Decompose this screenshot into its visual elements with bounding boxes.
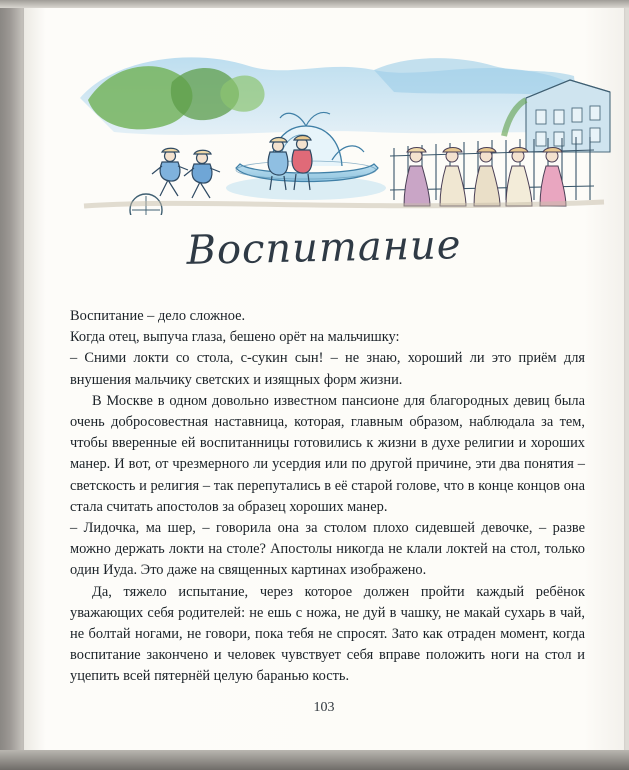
paragraph: Воспитание – дело сложное.: [70, 308, 246, 324]
paper-sheet: [24, 0, 624, 752]
paragraph: Да, тяжело испытание, через которое должен пройти каждый ребёнок уважающих себя родителей: не ешь с ножа, не дуй в чашку, не макай сухарь в чай, не болтай ногами, не говори, пока тебя не спросят. Зато как отраден момент, когда воспитание закончено и человек чувствует себя вправе положить ноги на стол и уцепить всей пятернёй целую баранью кость.: [70, 583, 585, 685]
chapter-title: Воспитание: [186, 222, 462, 274]
page-bottom-edge: [0, 750, 629, 770]
paragraph: В Москве в одном довольно известном пансионе для благородных девиц была очень добросовестная наставница, которая, главным образом, наблюдала за тем, чтобы вверенные ей воспитанницы готовились к жизни в духе религии и хороших манер. И вот, от чрезмерного ли усердия или по другой причине, эти два понятия – светскость и религия – так перепутались в её старой голове, что в конце концов она стала считать апостолов за образец хороших манер.: [70, 392, 585, 515]
page-number: 103: [313, 700, 335, 715]
paragraph: – Лидочка, ма шер, – говорила она за столом плохо сидевшей девочке, – разве можно держать локти на столе? Апостолы никогда не клали локтей на стол, только один Иуда. Это даже на священных картинах изображено.: [70, 520, 585, 579]
chapter-illustration: [74, 40, 614, 215]
paragraph: – Сними локти со стола, с-сукин сын! – не знаю, хороший ли это приём для внушения мальчику светских и изящных форм жизни.: [70, 350, 585, 388]
paragraph: Когда отец, выпуча глаза, бешено орёт на мальчишку:: [70, 329, 400, 346]
page-top-edge: [0, 0, 629, 8]
body-text: [70, 306, 585, 688]
